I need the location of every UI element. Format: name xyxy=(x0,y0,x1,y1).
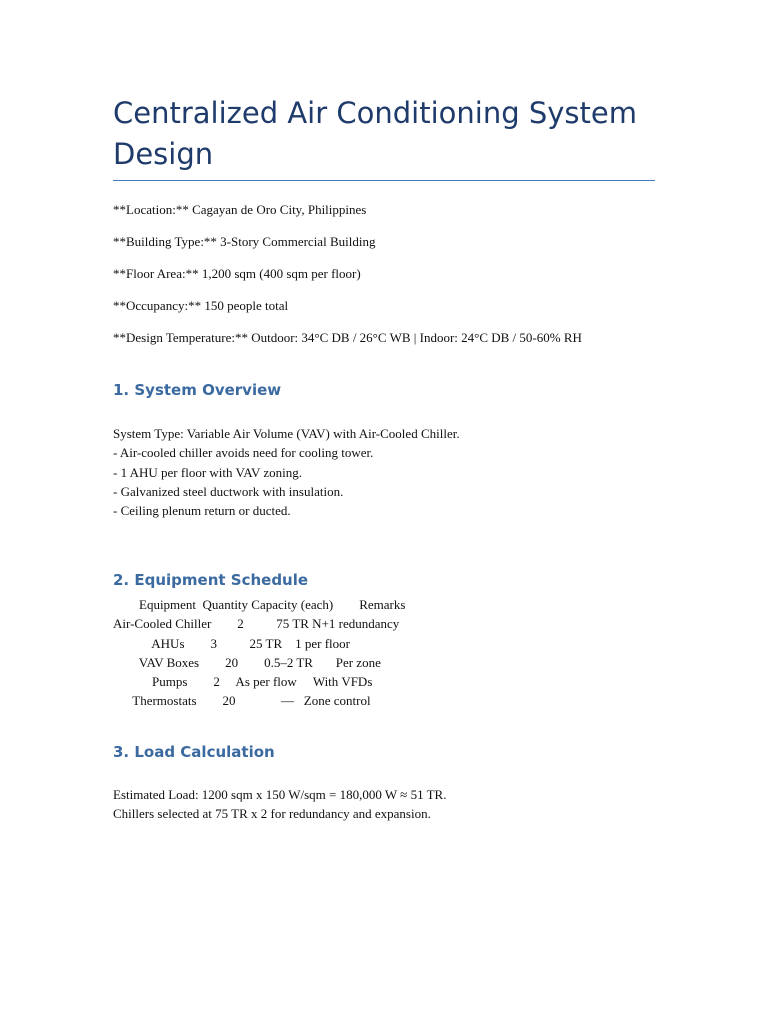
equipment-schedule-table xyxy=(113,595,405,711)
title-underline xyxy=(113,180,655,181)
table-row: Air-Cooled Chiller 2 75 TR N+1 redundancy xyxy=(113,616,400,632)
meta-floor-area: **Floor Area:** 1,200 sqm (400 sqm per floor) xyxy=(113,266,361,281)
meta-location: **Location:** Cagayan de Oro City, Philippines xyxy=(113,202,367,217)
overview-line: - Ceiling plenum return or ducted. xyxy=(113,503,291,519)
load-line: Estimated Load: 1200 sqm x 150 W/sqm = 180,000 W ≈ 51 TR. xyxy=(113,787,447,802)
section-heading-equipment-schedule: 2. Equipment Schedule xyxy=(113,571,309,589)
meta-design-temperature: **Design Temperature:** Outdoor: 34°C DB / 26°C WB | Indoor: 24°C DB / 50-60% RH xyxy=(113,330,582,345)
load-line: Chillers selected at 75 TR x 2 for redundancy and expansion. xyxy=(113,806,431,822)
table-row: Thermostats 20 — Zone control xyxy=(113,693,371,709)
section-heading-system-overview: 1. System Overview xyxy=(113,381,282,399)
overview-line: System Type: Variable Air Volume (VAV) with Air-Cooled Chiller. xyxy=(113,426,460,441)
meta-occupancy: **Occupancy:** 150 people total xyxy=(113,298,289,313)
load-calculation-text xyxy=(113,785,446,824)
overview-line: - Galvanized steel ductwork with insulation. xyxy=(113,483,344,499)
document-title: Centralized Air Conditioning System Design xyxy=(113,96,637,171)
overview-line: - Air-cooled chiller avoids need for cooling tower. xyxy=(113,445,374,461)
table-row: AHUs 3 25 TR 1 per floor xyxy=(113,635,351,651)
table-row: VAV Boxes 20 0.5–2 TR Per zone xyxy=(113,654,381,670)
section-heading-load-calculation: 3. Load Calculation xyxy=(113,743,275,761)
overview-line: - 1 AHU per floor with VAV zoning. xyxy=(113,464,302,480)
system-overview-text xyxy=(113,424,460,520)
meta-building-type: **Building Type:** 3-Story Commercial Building xyxy=(113,234,376,249)
table-row: Pumps 2 As per flow With VFDs xyxy=(113,674,373,690)
table-header-row: Equipment Quantity Capacity (each) Remarks xyxy=(113,597,406,612)
